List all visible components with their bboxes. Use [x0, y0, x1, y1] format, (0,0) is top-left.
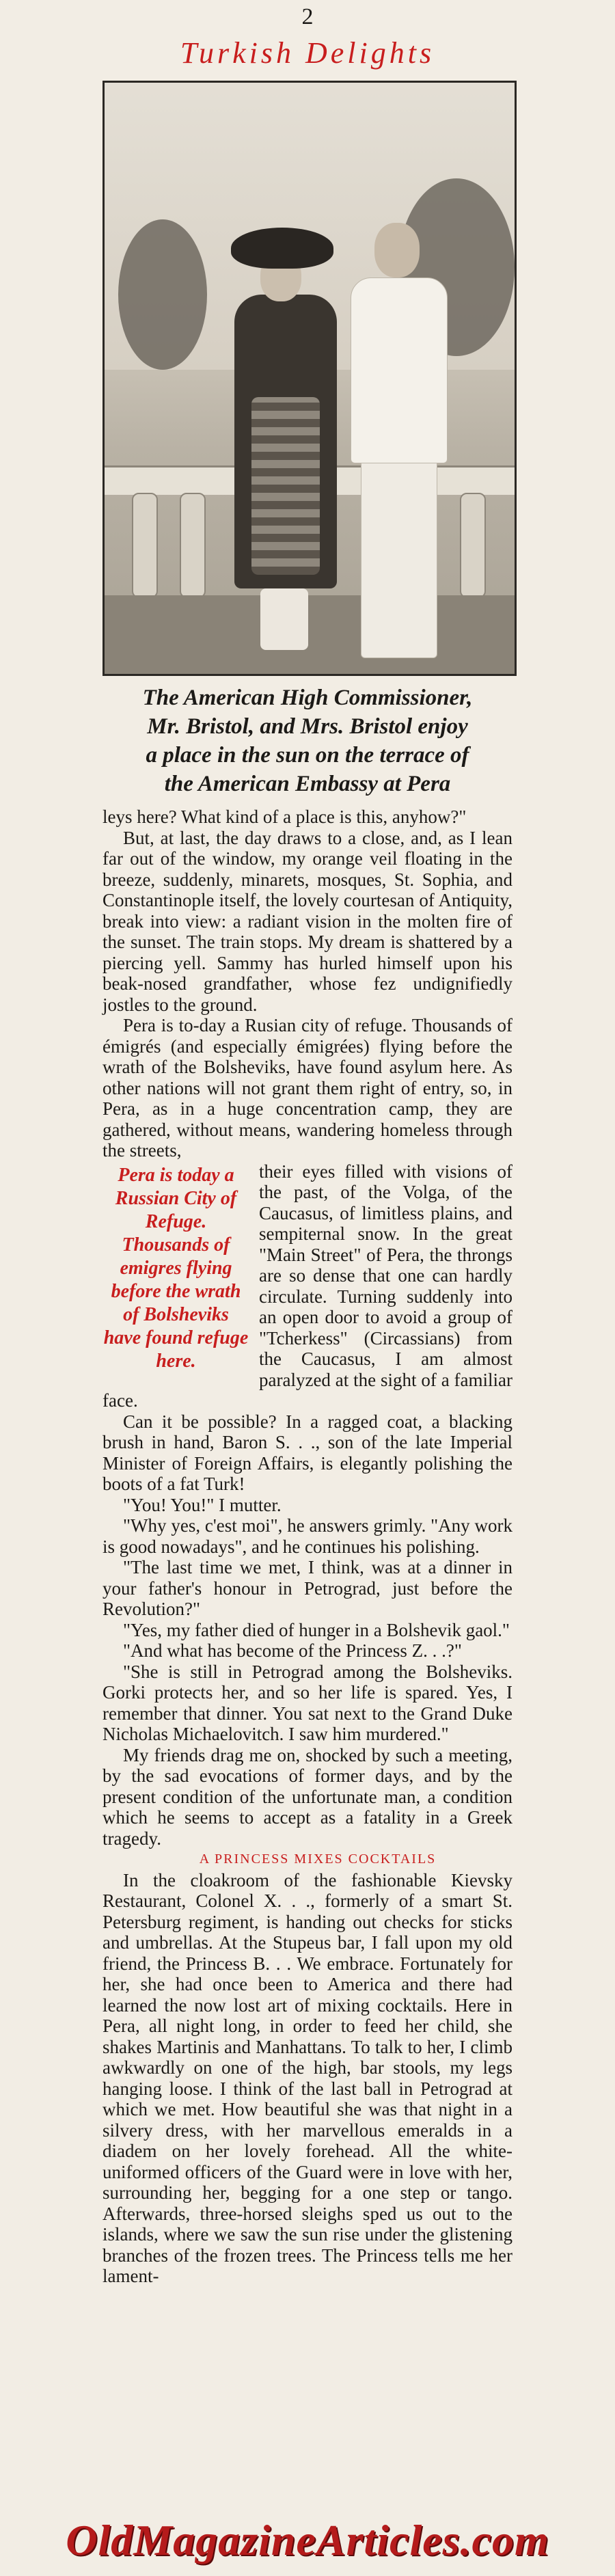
- site-watermark: OldMagazineArticles.com: [66, 2516, 549, 2564]
- caption-line: The American High Commissioner,: [142, 686, 473, 710]
- caption-line: the American Embassy at Pera: [164, 772, 451, 796]
- paragraph: "You! You!" I mutter.: [123, 1494, 282, 1515]
- article-title: Turkish Delights: [180, 36, 435, 70]
- photo-bristol-terrace: [102, 81, 517, 676]
- paragraph: But, at last, the day draws to a close, and, as I lean far out of the window, my orange veil floating in the breeze, suddenly, minarets, mosques, St. Sophia, and Constantinople itself, the lovely courtesan of Antiquity, break into view: a radiant vision in the molten fire of the sunset. The train stops. My dream is shattered by a piercing yell. Sammy has hurled himself upon his beak-nosed grandfather, whose fez undignifiedly jostles to the ground.: [102, 827, 512, 1015]
- caption-line: Mr. Bristol, and Mrs. Bristol enjoy: [147, 714, 468, 739]
- paragraph: leys here? What kind of a place is this, anyhow?": [102, 806, 467, 827]
- pull-quote: Pera is today a Russian City of Refuge. Thousands of emigres flying before the wrath of Bolsheviks have found refuge here.: [103, 1164, 249, 1372]
- page-number: 2: [301, 4, 314, 29]
- paragraph: "She is still in Petrograd among the Bolsheviks. Gorki protects her, and so her life is spared. Yes, I remember that dinner. You sat next to the Grand Duke Nicholas Michaelovitch. I saw him murdered.": [102, 1661, 512, 1744]
- paragraph: "Why yes, c'est moi", he answers grimly. "Any work is good nowadays", and he continues his polishing.: [102, 1515, 512, 1557]
- photo-caption: [102, 683, 512, 798]
- section-subhead: A PRINCESS MIXES COCKTAILS: [199, 1852, 437, 1867]
- paragraph: "Yes, my father died of hunger in a Bolshevik gaol.": [123, 1619, 510, 1640]
- paragraph: My friends drag me on, shocked by such a meeting, by the sad evocations of former days, and by the present condition of the unfortunate man, a condition which he seems to accept as a fatality in a Greek tragedy.: [102, 1744, 512, 1849]
- paragraph: "The last time we met, I think, was at a dinner in your father's honour in Petrograd, just before the Revolution?": [102, 1557, 512, 1619]
- caption-line: a place in the sun on the terrace of: [146, 743, 469, 768]
- paragraph: "And what has become of the Princess Z. . .?": [123, 1640, 462, 1661]
- paragraph: In the cloakroom of the fashionable Kievsky Restaurant, Colonel X. . ., formerly of a smart St. Petersburg regiment, is handing out checks for sticks and umbrellas. At the Stupeus bar, I fall upon my old friend, the Princess B. . . We embrace. Fortunately for her, she had once been to America and there had learned the now lost art of mixing cocktails. Here in Pera, all night long, in order to feed her child, she shakes Martinis and Manhattans. To talk to her, I climb awkwardly on one of the high, bar stools, my legs hanging loose. I think of the last ball in Petrograd at which we met. How beautiful she was that night in a silvery dress, with her marvellous emeralds in a diadem on her lovely forehead. All the white-uniformed officers of the Guard were in love with her, surrounding her, begging for a one step or tango. Afterwards, three-horsed sleighs sped us out to the islands, where we saw the sun rise under the glistening branches of the frozen trees. The Princess tells me her lament-: [102, 1869, 512, 2286]
- paragraph: their eyes filled with visions of the past, of the Volga, of the Caucasus, of limitless plains, and sempiternal snow. In the great "Main Street" of Pera, the throngs are so dense that one can hardly circulate. Turning suddenly into an open door to avoid a group of "Tcherkess" (Circassians) from the Caucasus, I am almost paralyzed at the sight of a familiar face.: [102, 1161, 512, 1411]
- paragraph: Can it be possible? In a ragged coat, a blacking brush in hand, Baron S. . ., son of the late Imperial Minister of Foreign Affairs, is elegantly polishing the boots of a fat Turk!: [102, 1411, 512, 1494]
- article-body: [102, 806, 512, 2287]
- paragraph: Pera is to-day a Rusian city of refuge. Thousands of émigrés (and especially émigrées) flying before the wrath of the Bolsheviks, have found asylum here. As other nations will not grant them right of entry, so, in Pera, as in a huge concentration camp, they are gathered, without means, wandering homeless through the streets,: [102, 1015, 512, 1161]
